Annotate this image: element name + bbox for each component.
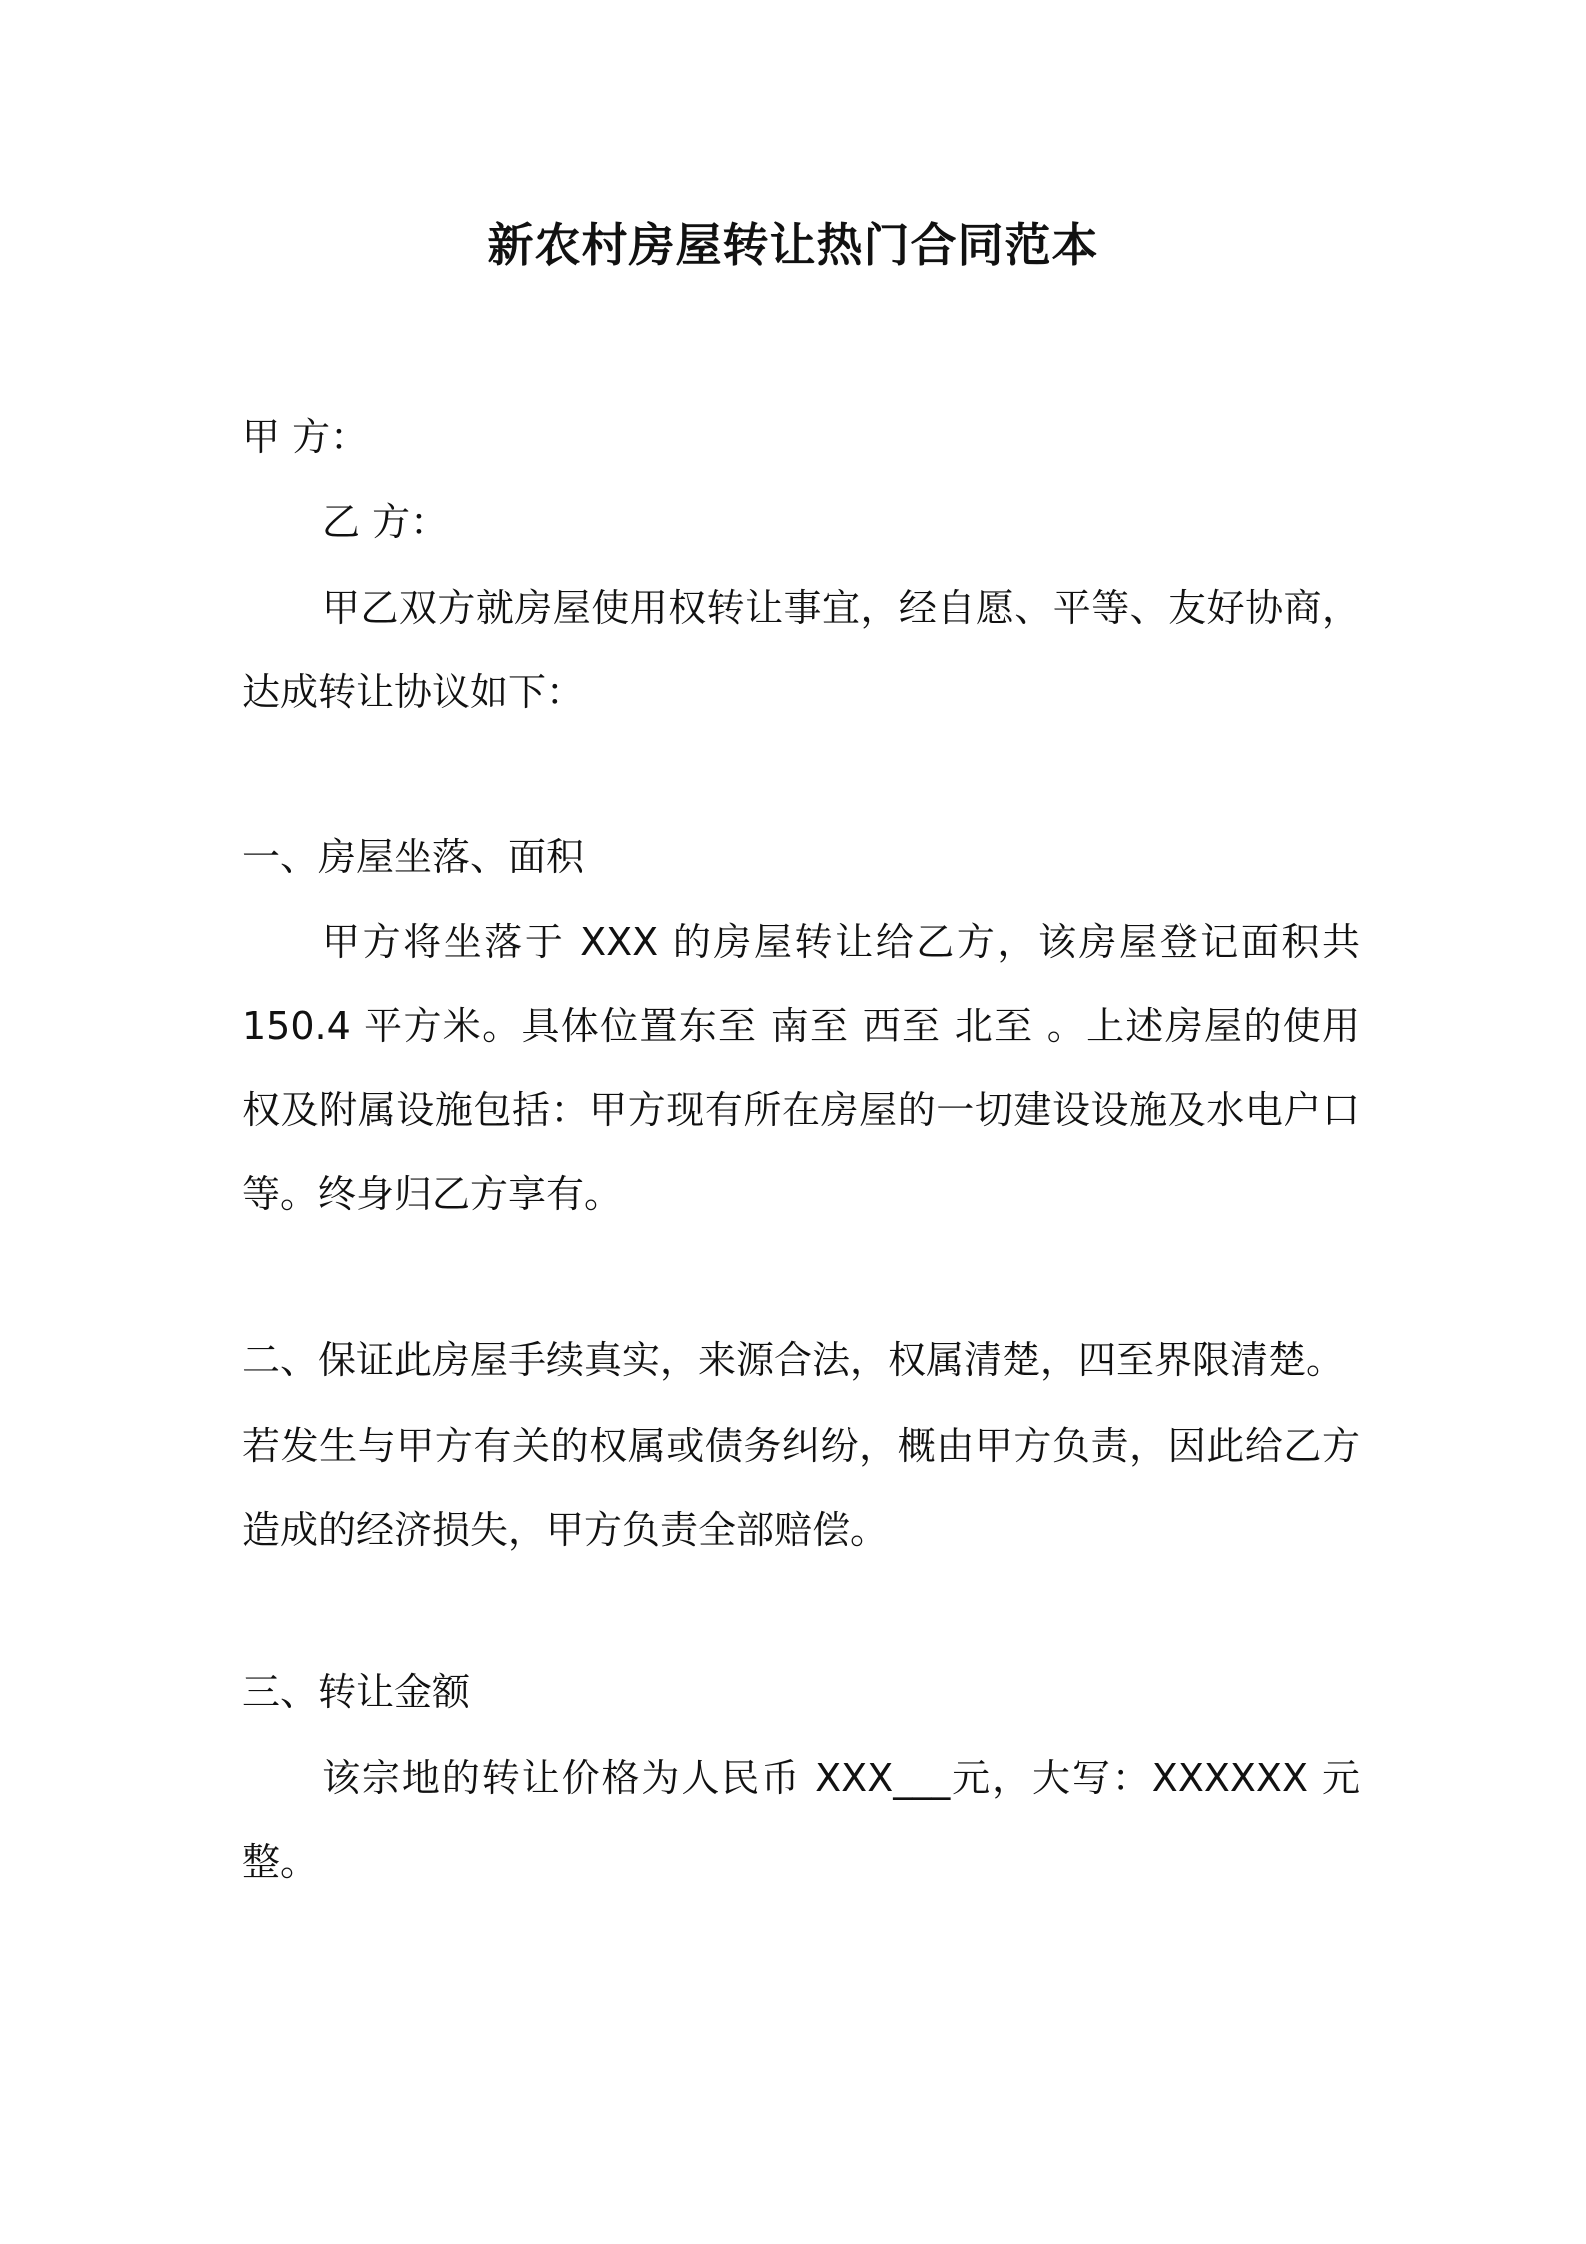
section-1-heading: 一、房屋坐落、面积 [242,835,585,879]
document-title: 新农村房屋转让热门合同范本 [487,218,1099,272]
section-2-body: 若发生与甲方有关的权属或债务纠纷，概由甲方负责，因此给乙方造成的经济损失，甲方负责全部赔偿。 [242,1424,1360,1552]
party-b-label: 乙 方： [322,500,449,544]
intro-paragraph: 甲乙双方就房屋使用权转让事宜，经自愿、平等、友好协商，达成转让协议如下： [242,586,1360,714]
section-3-heading: 三、转让金额 [242,1670,471,1714]
section-2-heading: 二、保证此房屋手续真实，来源合法，权属清楚，四至界限清楚。 [242,1338,1345,1382]
section-1-body: 甲方将坐落于 XXX 的房屋转让给乙方，该房屋登记面积共150.4 平方米。具体位置东至 南至 西至 北至 。上述房屋的使用权及附属设施包括：甲方现有所在房屋的一切建设设施及水电户口等。终身归乙方享有。 [242,920,1360,1216]
party-a-label: 甲 方： [242,415,369,459]
section-3-body: 该宗地的转让价格为人民币 XXX___元，大写：XXXXXX 元整。 [242,1756,1360,1884]
